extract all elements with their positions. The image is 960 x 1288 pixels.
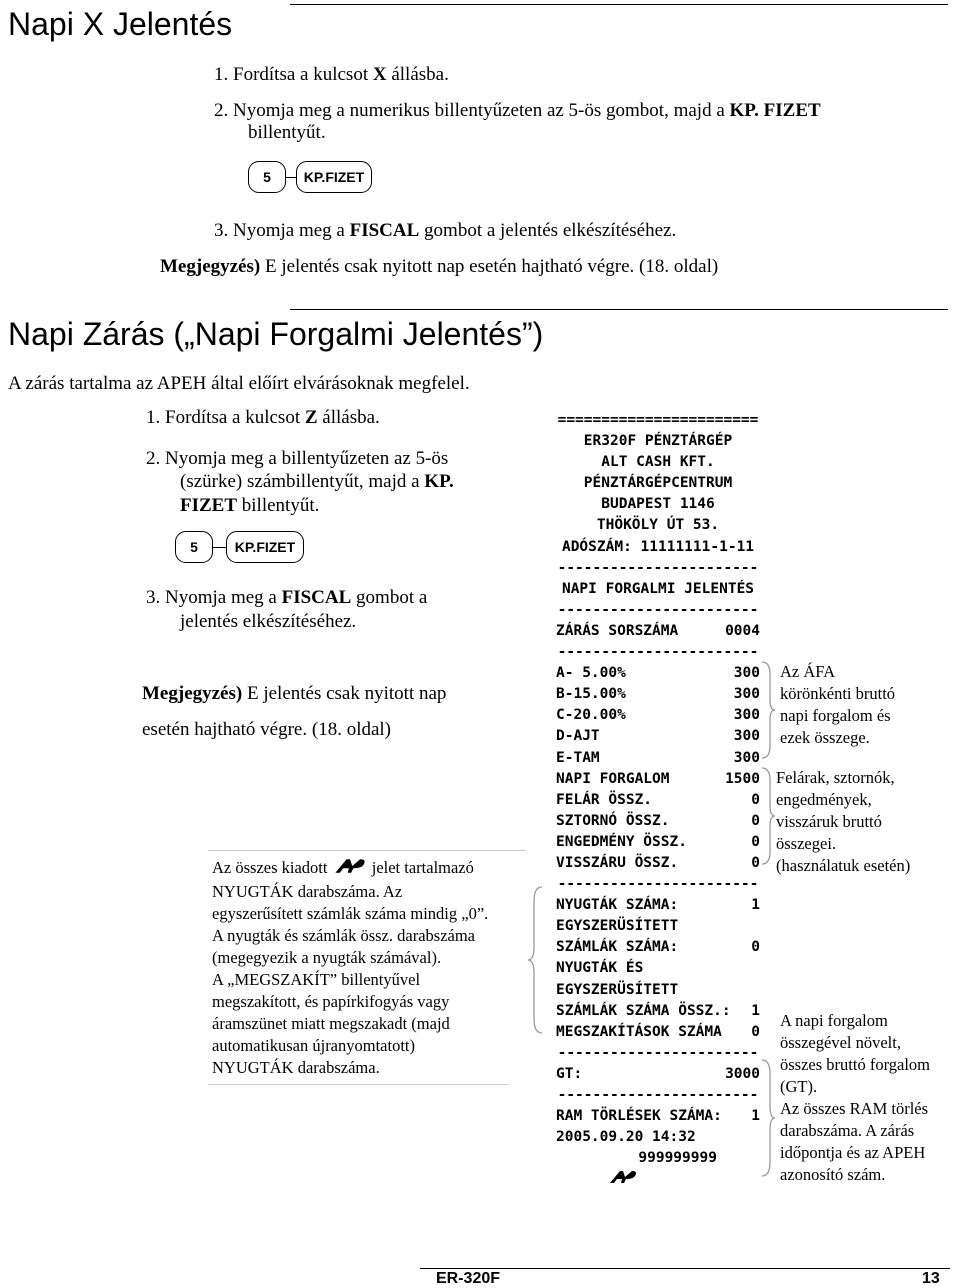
receipt-row: ENGEDMÉNY ÖSSZ. 0	[556, 833, 760, 850]
z-step-2-l3: FIZET billentyűt.	[180, 495, 320, 516]
receipt-separator: -----------------------	[557, 876, 759, 893]
receipt-row: EGYSZERÜSÍTETT	[556, 918, 679, 935]
z-step-2-l2: (szürke) számbillentyűt, majd a KP.	[180, 471, 454, 492]
z-step-3-l2: jelentés elkészítéséhez.	[180, 611, 357, 632]
receipt-separator: -----------------------	[557, 601, 759, 618]
receipt-separator: -----------------------	[557, 1044, 759, 1061]
x-step-2: 2. Nyomja meg a numerikus billentyűzeten az 5-ös gombot, majd a KP. FIZET	[214, 100, 821, 121]
z-step-1: 1. Fordítsa a kulcsot Z állásba.	[146, 407, 380, 428]
receipt-row: MEGSZAKÍTÁSOK SZÁMA 0	[556, 1023, 760, 1040]
receipt-row: VISSZÁRU ÖSSZ. 0	[556, 854, 760, 871]
key-kp-fizet-button: KP.FIZET	[296, 161, 372, 193]
z-step-3: 3. Nyomja meg a FISCAL gombot a	[146, 587, 428, 608]
receipt-row: EGYSZERÜSÍTETT	[556, 981, 679, 998]
receipt-apeh-id: 999999999	[556, 1148, 760, 1169]
receipt-tax-number: ADÓSZÁM: 11111111-1-11	[561, 538, 755, 555]
receipt-header-line: BUDAPEST 1146	[601, 496, 715, 513]
footer-model: ER-320F	[436, 1270, 501, 1287]
annotation-afa: Az ÁFA körönkénti bruttó napi forgalom és ezek összege.	[780, 662, 896, 747]
receipt-header-line: THÖKÖLY ÚT 53.	[596, 517, 720, 534]
x-report-title: Napi X Jelentés	[8, 6, 233, 42]
receipt-row: ZÁRÁS SORSZÁMA 0004	[556, 622, 760, 639]
page-number: 13	[922, 1270, 940, 1287]
receipt-row: D-AJT 300	[556, 728, 760, 745]
receipt-row: RAM TÖRLÉSEK SZÁMA: 1	[556, 1108, 760, 1125]
z-step-2: 2. Nyomja meg a billentyűzeten az 5-ös	[146, 448, 449, 469]
z-intro: A zárás tartalma az APEH által előírt elvárásoknak megfelel.	[8, 373, 470, 394]
receipt-header-line: ER320F PÉNZTÁRGÉP	[583, 433, 733, 450]
key-5-button: 5	[175, 531, 213, 563]
top-rule	[290, 4, 948, 5]
receipt-row: B-15.00% 300	[556, 686, 760, 703]
z-report-title: Napi Zárás („Napi Forgalmi Jelentés”)	[8, 316, 544, 352]
x-step-2-cont: billentyűt.	[248, 122, 326, 143]
receipt-separator: -----------------------	[557, 644, 759, 661]
section-rule	[290, 309, 948, 310]
receipt-row: SZÁMLÁK SZÁMA ÖSSZ.: 1	[556, 1002, 760, 1019]
ap-logo-icon	[332, 857, 368, 881]
annotation-receipts: Az összes kiadott jelet tartalmazó NYUGTÁK darabszáma. Az egyszerűsített számlák száma mindig „0”. A nyugták és számlák össz. darabszáma (megegyezik a nyugták számával). A „MEGSZAKÍT” billentyűvel megszakított, és papírkifogyás vagy áramszünet miatt megszakadt (majd automatikusan újranyomtatott) NYUGTÁK darabszáma.	[212, 858, 489, 1078]
receipt-row: E-TAM 300	[556, 749, 760, 766]
receipt-datetime: 2005.09.20 14:32	[556, 1129, 696, 1146]
receipt-separator: =======================	[557, 412, 759, 428]
brace-icon	[760, 766, 776, 866]
ap-logo-icon	[556, 1148, 638, 1169]
receipt-header-line: ALT CASH KFT.	[601, 454, 715, 471]
annotation-box-top-rule	[208, 850, 526, 851]
x-step-3: 3. Nyomja meg a FISCAL gombot a jelentés elkészítéséhez.	[214, 220, 677, 241]
annotation-gt: A napi forgalom összegével növelt, összes bruttó forgalom (GT). Az összes RAM törlés darabszáma. A zárás időpontja és az APEH azonosító szám.	[780, 1011, 931, 1184]
x-step-1: 1. Fordítsa a kulcsot X állásba.	[214, 64, 449, 85]
receipt-row: SZTORNÓ ÖSSZ. 0	[556, 812, 760, 829]
receipt-separator: -----------------------	[557, 559, 759, 576]
x-note: Megjegyzés) E jelentés csak nyitott nap esetén hajtható végre. (18. oldal)	[160, 256, 719, 277]
annotation-box-bottom-rule	[208, 1084, 508, 1085]
receipt-row: NAPI FORGALOM 1500	[556, 770, 760, 787]
annotation-felarak: Felárak, sztornók, engedmények, visszáruk bruttó összegei. (használatuk esetén)	[776, 768, 911, 875]
receipt-header-line: PÉNZTÁRGÉPCENTRUM	[583, 475, 733, 492]
footer-rule	[420, 1268, 950, 1269]
receipt-row: FELÁR ÖSSZ. 0	[556, 791, 760, 808]
receipt-row: C-20.00% 300	[556, 707, 760, 724]
receipt-row: NYUGTÁK SZÁMA: 1	[556, 897, 760, 914]
receipt-row: A- 5.00% 300	[556, 665, 760, 682]
key-kp-fizet-button: KP.FIZET	[226, 531, 304, 563]
receipt-row: GT: 3000	[556, 1065, 760, 1082]
brace-icon	[760, 660, 776, 760]
receipt-report-title: NAPI FORGALMI JELENTÉS	[561, 580, 755, 597]
z-note-l2: esetén hajtható végre. (18. oldal)	[142, 719, 392, 740]
receipt	[556, 410, 760, 1169]
receipt-row: NYUGTÁK ÉS	[556, 960, 644, 977]
brace-icon	[760, 1058, 776, 1178]
z-note: Megjegyzés) E jelentés csak nyitott nap	[142, 683, 447, 704]
receipt-row: SZÁMLÁK SZÁMA: 0	[556, 939, 760, 956]
key-5-button: 5	[248, 161, 286, 193]
receipt-separator: -----------------------	[557, 1087, 759, 1103]
